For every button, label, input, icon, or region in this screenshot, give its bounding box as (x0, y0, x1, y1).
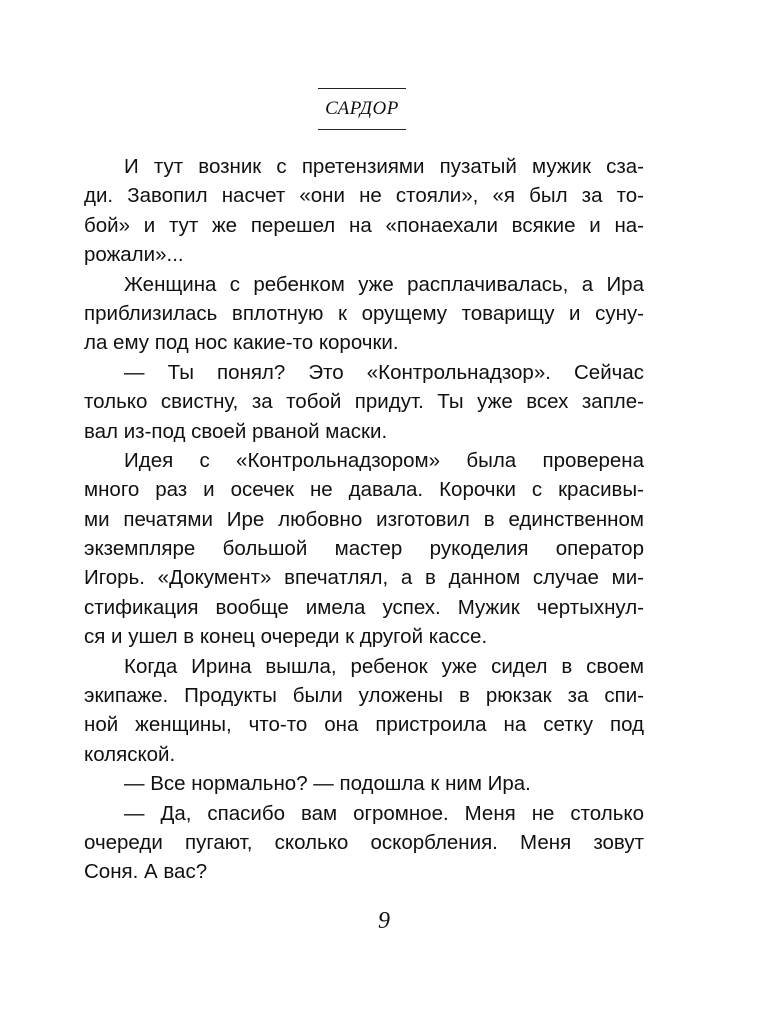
text-line: экземпляре большой мастер рукоделия оператор (84, 537, 644, 561)
text-line: много раз и осечек не давала. Корочки с красивы- (84, 478, 644, 502)
text-line: — Все нормально? — подошла к ним Ира. (124, 772, 531, 796)
text-line: ла ему под нос какие-то корочки. (84, 331, 399, 355)
paragraph (84, 446, 644, 652)
text-line: экипаже. Продукты были уложены в рюкзак за спи- (84, 684, 644, 708)
text-line: стификация вообще имела успех. Мужик чертыхнул- (84, 595, 644, 619)
text-line: ди. Завопил насчет «они не стояли», «я был за то- (84, 184, 644, 208)
text-line: вал из-под своей рваной маски. (84, 419, 388, 443)
text-line: И тут возник с претензиями пузатый мужик сза- (124, 155, 644, 178)
header-bottom-rule (318, 129, 406, 130)
paragraph (84, 652, 644, 770)
text-line: — Да, спасибо вам огромное. Меня не столько (124, 801, 644, 825)
header-top-rule (318, 88, 406, 89)
text-line: Когда Ирина вышла, ребенок уже сидел в своем (124, 654, 644, 678)
paragraph (84, 769, 644, 798)
running-header (318, 88, 406, 130)
text-line: бой» и тут же перешел на «понаехали всякие и на- (84, 213, 644, 237)
paragraph (84, 358, 644, 446)
paragraph (84, 270, 644, 358)
text-line: ной женщины, что-то она пристроила на сетку под (84, 713, 644, 737)
text-line: — Ты понял? Это «Контрольнадзор». Сейчас (124, 360, 644, 384)
text-line: Идея с «Контрольнадзором» была проверена (124, 448, 644, 472)
text-line: ся и ушел в конец очереди к другой кассе. (84, 625, 488, 649)
paragraph (84, 799, 644, 887)
text-line: коляской. (84, 742, 176, 766)
paragraph (84, 152, 644, 270)
text-line: Женщина с ребенком уже расплачивалась, а Ира (124, 272, 644, 296)
text-line: очереди пугают, сколько оскорбления. Меня зовут (84, 830, 644, 854)
running-header-title: САРДОР (325, 98, 399, 119)
text-line: ми печатями Ире любовно изготовил в единственном (84, 507, 644, 531)
text-line: Соня. А вас? (84, 860, 208, 884)
text-line: только свистну, за тобой придут. Ты уже всех запле- (84, 390, 644, 414)
page-number: 9 (378, 908, 390, 934)
text-line: Игорь. «Документ» впечатлял, а в данном случае ми- (84, 566, 644, 590)
text-line: приблизилась вплотную к орущему товарищу и суну- (84, 301, 644, 325)
body-text (84, 152, 644, 887)
text-line: рожали»... (84, 243, 184, 267)
